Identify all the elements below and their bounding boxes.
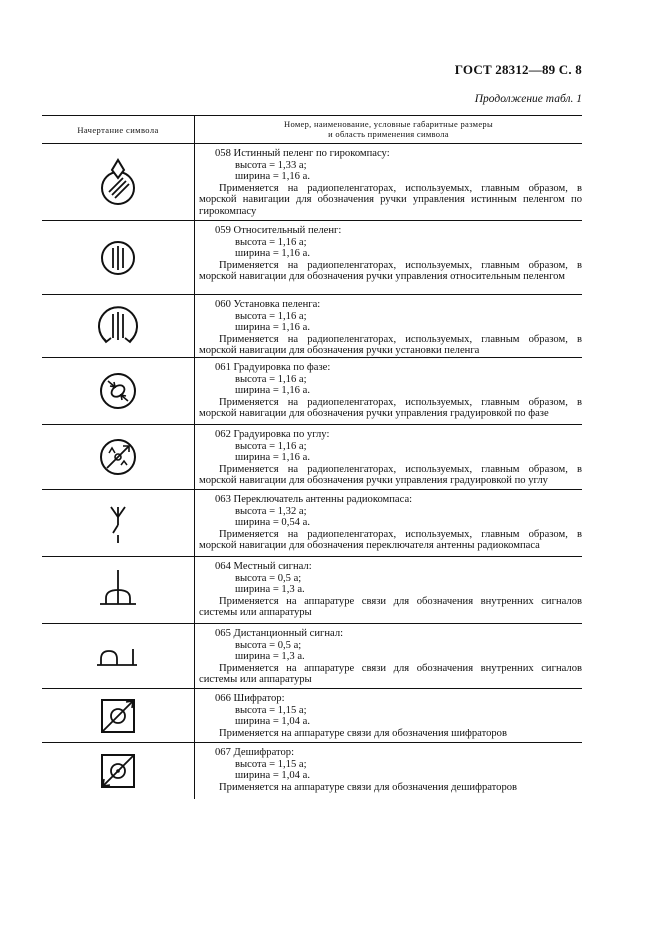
description-cell — [195, 144, 582, 220]
column-header-line-2: и область применения символа — [328, 129, 449, 139]
symbol-number-title: 064 Местный сигнал: — [215, 561, 312, 572]
symbol-cell — [42, 295, 195, 357]
phase-calibration-icon — [96, 369, 140, 413]
angle-calibration-icon — [96, 435, 140, 479]
symbol-number-title: 059 Относительный пеленг: — [215, 225, 342, 236]
decoder-icon — [98, 751, 138, 791]
symbol-width: ширина = 1,3 a. — [235, 584, 305, 596]
table-continuation-label: Продолжение табл. 1 — [474, 93, 582, 105]
symbol-cell — [42, 358, 195, 424]
symbol-cell — [42, 743, 195, 799]
symbol-cell — [42, 221, 195, 294]
symbol-width: ширина = 0,54 a. — [235, 517, 310, 529]
symbol-number-title: 062 Градуировка по углу: — [215, 429, 330, 440]
symbol-width: ширина = 1,3 a. — [235, 651, 305, 663]
table-row — [42, 689, 582, 743]
description-cell — [195, 490, 582, 556]
column-header-symbol: Начертание символа — [42, 116, 195, 143]
description-cell — [195, 689, 582, 742]
encoder-icon — [98, 696, 138, 736]
table-header — [42, 115, 582, 144]
symbol-application: Применяется на аппаратуре связи для обозначения внутренних сигналов системы или аппаратуры — [199, 595, 582, 619]
relative-bearing-icon — [98, 238, 138, 278]
symbol-number-title: 060 Установка пеленга: — [215, 299, 321, 310]
symbol-width: ширина = 1,04 a. — [235, 770, 310, 782]
description-cell — [195, 743, 582, 799]
symbol-height: высота = 1,16 a; — [235, 373, 307, 385]
symbol-number-title: 061 Градуировка по фазе: — [215, 362, 331, 373]
description-cell — [195, 295, 582, 357]
remote-signal-icon — [95, 643, 141, 669]
symbol-cell — [42, 689, 195, 742]
symbol-number-title: 065 Дистанционный сигнал: — [215, 628, 344, 639]
symbol-width: ширина = 1,16 a. — [235, 322, 310, 334]
table-row — [42, 743, 582, 799]
column-header-line-1: Номер, наименование, условные габаритные размеры — [284, 119, 493, 129]
local-signal-icon — [98, 568, 138, 612]
symbol-application: Применяется на радиопеленгаторах, используемых, главным образом, в морской навигации для обозначения ручки управления градуировкой по фазе — [199, 396, 582, 420]
symbol-application: Применяется на радиопеленгаторах, используемых, главным образом, в морской навигации для обозначения ручки установки пеленга — [199, 333, 582, 357]
symbol-width: ширина = 1,16 a. — [235, 171, 310, 183]
table-row — [42, 358, 582, 425]
document-header: ГОСТ 28312—89 С. 8 — [454, 62, 582, 77]
symbol-cell — [42, 557, 195, 623]
description-cell — [195, 425, 582, 489]
symbol-width: ширина = 1,04 a. — [235, 716, 310, 728]
symbol-cell — [42, 144, 195, 220]
bearing-setting-icon — [93, 301, 143, 351]
symbol-width: ширина = 1,16 a. — [235, 452, 310, 464]
symbol-width: ширина = 1,16 a. — [235, 385, 310, 397]
table-row — [42, 221, 582, 295]
symbol-cell — [42, 490, 195, 556]
symbol-height: высота = 1,33 a; — [235, 159, 307, 171]
column-header-description — [195, 116, 582, 143]
symbol-width: ширина = 1,16 a. — [235, 248, 310, 260]
symbol-height: высота = 1,15 a; — [235, 758, 307, 770]
description-cell — [195, 557, 582, 623]
table-row — [42, 425, 582, 490]
description-cell — [195, 358, 582, 424]
symbol-number-title: 058 Истинный пеленг по гирокомпасу: — [215, 148, 390, 159]
symbol-application: Применяется на радиопеленгаторах, используемых, главным образом, в морской навигации для обозначения переключателя антенны радиокомпаса — [199, 528, 582, 552]
symbol-height: высота = 1,16 a; — [235, 440, 307, 452]
symbol-number-title: 066 Шифратор: — [215, 693, 285, 704]
symbol-number-title: 067 Дешифратор: — [215, 747, 295, 758]
symbol-application: Применяется на радиопеленгаторах, используемых, главным образом, в морской навигации для обозначения ручки управления градуировкой по углу — [199, 463, 582, 487]
table-row — [42, 490, 582, 557]
symbol-cell — [42, 624, 195, 688]
symbol-application: Применяется на радиопеленгаторах, используемых, главным образом, в морской навигации для обозначения ручки управления истинным пеленгом по гирокомпасу — [199, 182, 582, 217]
symbols-table — [42, 115, 582, 799]
symbol-application: Применяется на аппаратуре связи для обозначения дешифраторов — [219, 781, 518, 793]
symbol-height: высота = 1,16 a; — [235, 310, 307, 322]
symbol-height: высота = 0,5 a; — [235, 639, 302, 651]
symbol-number-title: 063 Переключатель антенны радиокомпаса: — [215, 494, 413, 505]
symbol-application: Применяется на радиопеленгаторах, используемых, главным образом, в морской навигации для обозначения ручки управления относительным пеленгом — [199, 259, 582, 283]
symbol-application: Применяется на аппаратуре связи для обозначения шифраторов — [219, 727, 507, 739]
true-bearing-gyrocompass-icon — [93, 154, 143, 210]
table-row — [42, 557, 582, 624]
table-row — [42, 144, 582, 221]
antenna-switch-icon — [106, 501, 130, 545]
symbol-height: высота = 1,16 a; — [235, 236, 307, 248]
table-row — [42, 295, 582, 358]
description-cell — [195, 221, 582, 294]
symbol-height: высота = 1,15 a; — [235, 704, 307, 716]
symbol-cell — [42, 425, 195, 489]
symbol-height: высота = 1,32 a; — [235, 505, 307, 517]
symbol-height: высота = 0,5 a; — [235, 572, 302, 584]
description-cell — [195, 624, 582, 688]
table-row — [42, 624, 582, 689]
symbol-application: Применяется на аппаратуре связи для обозначения внутренних сигналов системы или аппаратуры — [199, 662, 582, 686]
